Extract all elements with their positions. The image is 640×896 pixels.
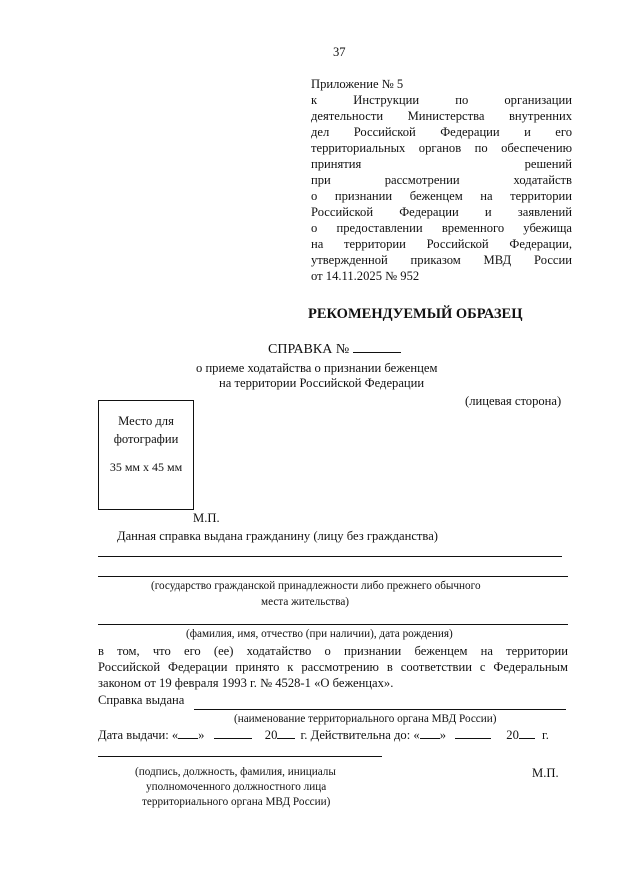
body-line: законом от 19 февраля 1993 г. № 4528-1 «О беженцах». [98, 676, 394, 690]
appendix-line: деятельности Министерства внутренних [311, 109, 572, 123]
stamp-label: М.П. [193, 511, 220, 525]
authority-caption: (наименование территориального органа МВД России) [234, 713, 497, 725]
certificate-subtitle-line2: на территории Российской Федерации [219, 376, 425, 390]
appendix-line: утвержденной приказом МВД России [311, 253, 572, 267]
valid-year-suffix: г. [542, 728, 549, 742]
dates-row [98, 726, 549, 743]
photo-placeholder-box [98, 400, 194, 510]
fill-line [98, 576, 568, 577]
fill-line [194, 709, 566, 710]
issued-by-label: Справка выдана [98, 693, 185, 707]
signature-caption-line1: (подпись, должность, фамилия, инициалы [135, 766, 336, 778]
appendix-line: при рассмотрении ходатайств [311, 173, 572, 187]
citizenship-caption-line2: места жительства) [261, 596, 350, 608]
appendix-line: Приложение № 5 [311, 77, 404, 91]
appendix-line: принятия решений [311, 157, 572, 171]
certificate-title-text: СПРАВКА № [268, 342, 350, 357]
valid-until-label: г. Действительна до: « [300, 728, 420, 742]
certificate-subtitle-line1: о приеме ходатайства о признании беженцем [196, 361, 438, 375]
valid-month-blank [455, 726, 491, 739]
photo-size-label: 35 мм х 45 мм [109, 460, 183, 474]
appendix-line: на территории Российской Федерации, [311, 237, 572, 251]
name-dob-caption: (фамилия, имя, отчество (при наличии), дата рождения) [186, 628, 453, 640]
body-line: Российской Федерации принято к рассмотрению в соответствии с Федеральным [98, 660, 568, 674]
issued-to-text: Данная справка выдана гражданину (лицу без гражданства) [117, 529, 438, 543]
citizenship-caption-line1: (государство гражданской принадлежности либо прежнего обычного [151, 580, 481, 592]
valid-day-blank [420, 726, 440, 739]
issue-day-blank [178, 726, 198, 739]
appendix-line: территориальных органов по обеспечению [311, 141, 572, 155]
page-number: 37 [333, 45, 346, 59]
appendix-line: к Инструкции по организации [311, 93, 572, 107]
issue-month-blank [214, 726, 252, 739]
appendix-line: Российской Федерации и заявлений [311, 205, 572, 219]
appendix-line: дел Российской Федерации и его [311, 125, 572, 139]
fill-line [98, 624, 568, 625]
appendix-block [311, 76, 572, 284]
photo-label-line2: фотографии [113, 432, 179, 446]
signature-caption-line3: территориального органа МВД России) [142, 796, 331, 808]
appendix-line: о признании беженцем на территории [311, 189, 572, 203]
issue-year-prefix: 20 [264, 728, 278, 742]
front-side-note: (лицевая сторона) [465, 394, 562, 408]
certificate-title [268, 340, 401, 359]
appendix-line: о предоставлении временного убежища [311, 221, 572, 235]
signature-line [98, 756, 382, 757]
valid-year-prefix: 20 [506, 728, 519, 742]
valid-year-blank [519, 726, 535, 739]
quote-close: » [198, 728, 205, 742]
recommended-sample-heading: РЕКОМЕНДУЕМЫЙ ОБРАЗЕЦ [308, 306, 523, 322]
stamp-label-bottom: М.П. [532, 766, 559, 780]
issue-year-blank [277, 726, 295, 739]
quote-close: » [439, 728, 446, 742]
signature-caption-line2: уполномоченного должностного лица [146, 781, 327, 793]
body-line: в том, что его (ее) ходатайство о признании беженцем на территории [98, 644, 568, 658]
issue-date-label: Дата выдачи: « [98, 728, 179, 742]
appendix-line: от 14.11.2025 № 952 [311, 269, 420, 283]
photo-label-line1: Место для [118, 414, 174, 428]
certificate-number-blank [353, 340, 401, 353]
fill-line [98, 556, 562, 557]
